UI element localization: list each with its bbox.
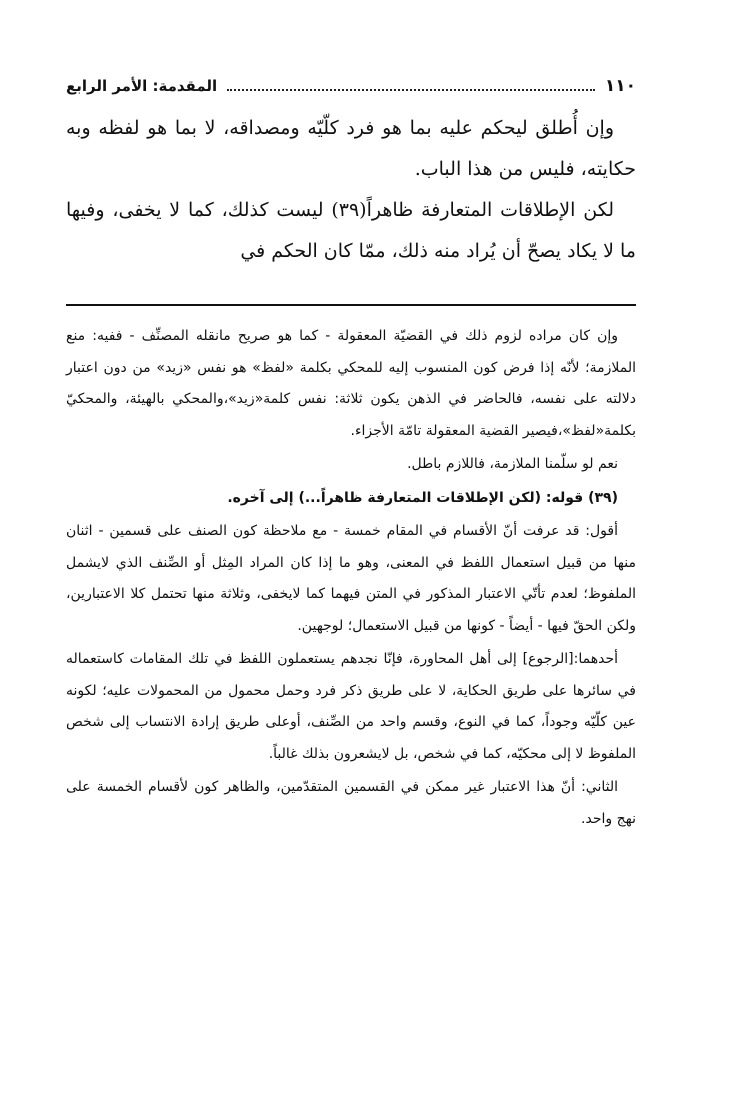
running-header bbox=[66, 76, 636, 102]
main-paragraph: وإن أُطلق ليحكم عليه بما هو فرد كلّيّه ومصداقه، لا بما هو لفظه وبه حكايته، فليس من هذا الباب. bbox=[66, 117, 636, 180]
commentary-notes bbox=[66, 321, 636, 837]
page-number: ١١٠ bbox=[604, 76, 636, 96]
main-paragraph: لكن الإطلاقات المتعارفة ظاهراً(٣٩) ليست كذلك، كما لا يخفى، وفيها ما لا يكاد يصحّ أن يُراد منه ذلك، ممّا كان الحكم في bbox=[66, 199, 636, 262]
note-paragraph: نعم لو سلّمنا الملازمة، فاللازم باطل. bbox=[407, 456, 618, 472]
note-heading: (٣٩) قوله: (لكن الإطلاقات المتعارفة ظاهراً...) إلى آخره. bbox=[227, 489, 618, 506]
section-title: المقدمة: الأمر الرابع bbox=[66, 77, 218, 95]
note-paragraph: أحدهما:[الرجوع] إلى أهل المحاورة، فإنّا نجدهم يستعملون اللفظ في تلك المقامات كاستعماله في سائرها على طريق الحكاية، لا على طريق ذكر فرد وحمل محمول من المحمولات عليه؛ لكونه عين كلّيّه وجوداً، كما في النوع، وقسم واحد من الصِّنف، أوعلى طريق إرادة الانتساب إلى شخص الملفوظ لا إلى محكيّه، كما في شخص، بل لايشعرون بذلك غالباً. bbox=[66, 651, 636, 762]
note-paragraph: الثاني: أنّ هذا الاعتبار غير ممكن في القسمين المتقدّمين، والظاهر كون لأقسام الخمسة على نهج واحد. bbox=[66, 779, 636, 827]
book-page bbox=[66, 76, 636, 827]
main-text bbox=[66, 108, 636, 272]
note-paragraph: أقول: قد عرفت أنّ الأقسام في المقام خمسة - مع ملاحظة كون الصنف على قسمين - اثنان منها من قبيل استعمال اللفظ في المعنى، وهو ما إذا كان المراد المِثل أو الصِّنف الذي لايشمل الملفوظ؛ لعدم تأتّي الاعتبار المذكور في المتن فيهما كما لايخفى، وثلاثة منها تحتمل كلا الاعتبارين، ولكن الحقّ فيها - أيضاً - كونها من قبيل الاستعمال؛ لوجهين. bbox=[66, 523, 636, 634]
header-leader-dots bbox=[227, 89, 595, 91]
note-paragraph: وإن كان مراده لزوم ذلك في القضيّة المعقولة - كما هو صريح مانقله المصنِّف - ففيه: منع الملازمة؛ لأنّه إذا فرض كون المنسوب إليه للمحكي بكلمة «لفظ» هو نفس «زيد» من دون اعتبار دلالته على نفسه، فالحاضر في الذهن يكون ثلاثة: نفس كلمة«زيد»،والمحكي بالهيئة، والمحكيّ بكلمة«لفظ»،فيصير القضية المعقولة تامّة الأجزاء. bbox=[66, 328, 636, 439]
footnote-separator bbox=[66, 304, 636, 306]
